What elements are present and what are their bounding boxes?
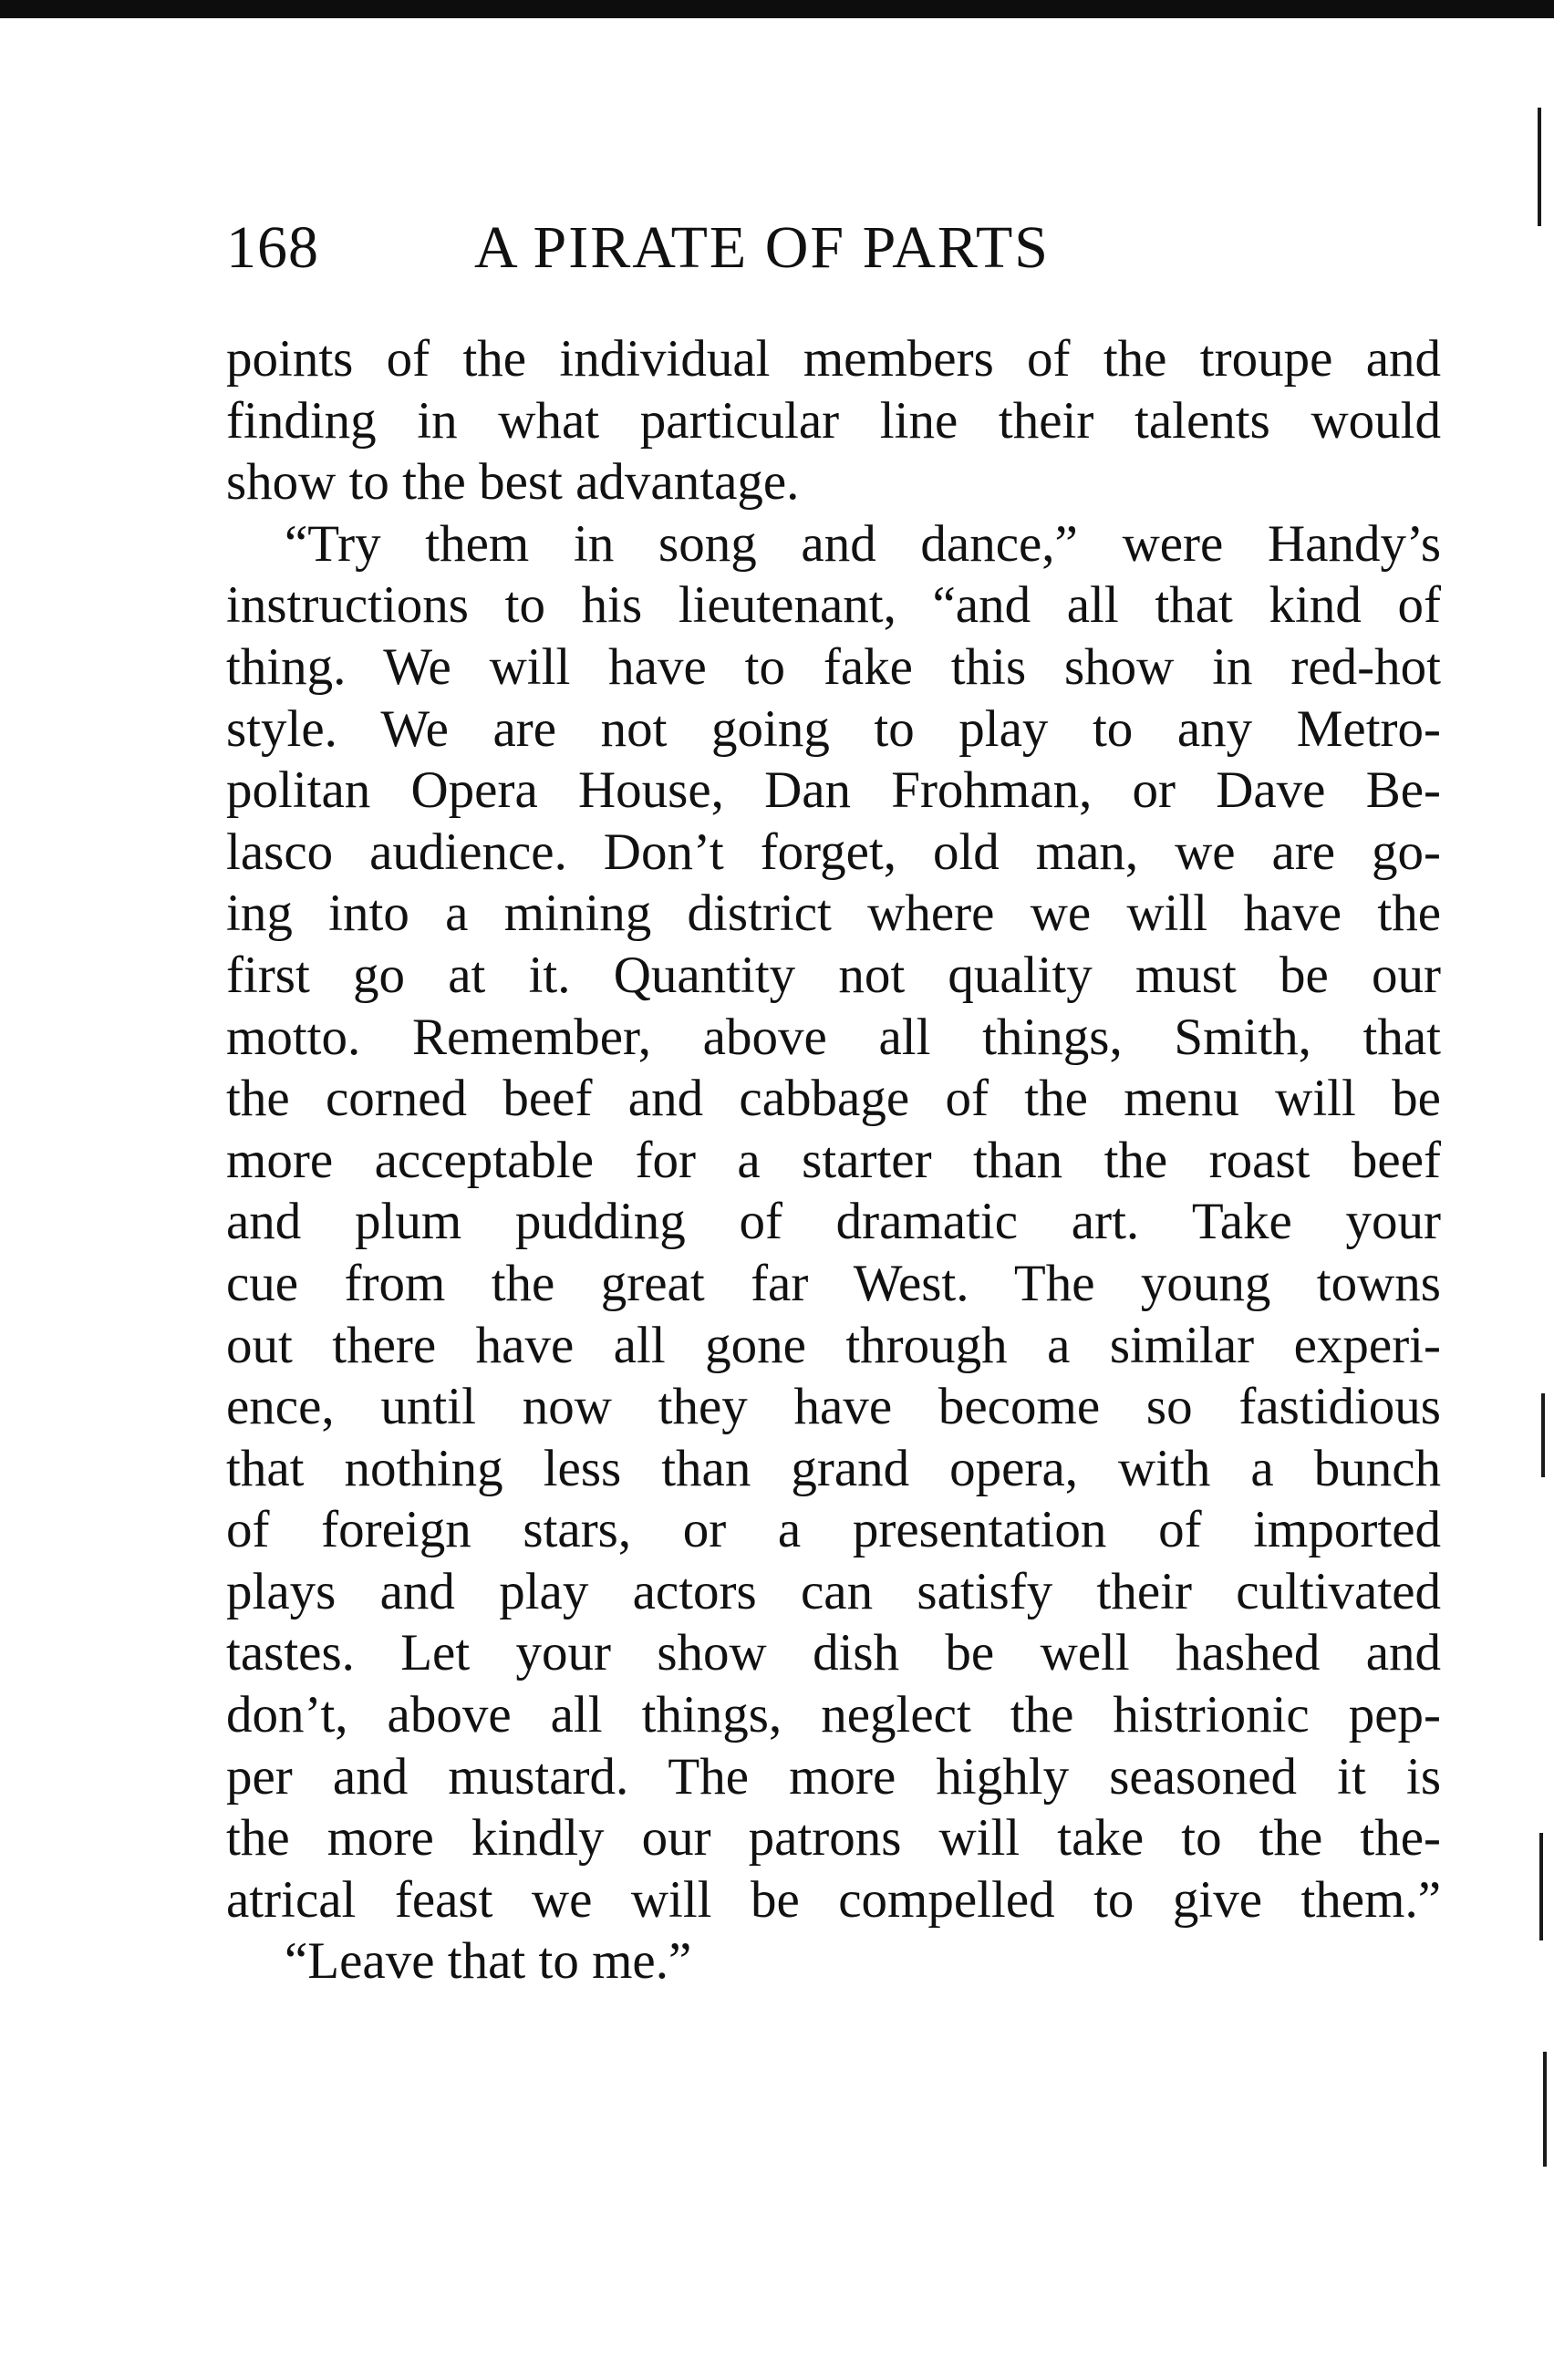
scan-edge-mark <box>1543 2052 1547 2167</box>
text-line: atrical feast we will be compelled to give them.” <box>226 1870 1441 1929</box>
text-line: per and mustard. The more highly seasoned it is <box>226 1747 1441 1806</box>
text-line: points of the individual members of the troupe and <box>226 330 1441 388</box>
text-line: plays and play actors can satisfy their cultivated <box>226 1562 1441 1620</box>
text-line: thing. We will have to fake this show in red-hot <box>226 637 1441 696</box>
text-line: instructions to his lieutenant, “and all that kind of <box>226 576 1441 635</box>
text-line: of foreign stars, or a presentation of imported <box>226 1501 1441 1559</box>
text-line: out there have all gone through a similar experi- <box>226 1316 1441 1374</box>
text-line: tastes. Let your show dish be well hashed and <box>226 1624 1441 1682</box>
running-title: A PIRATE OF PARTS <box>474 214 1050 281</box>
text-line: show to the best advantage. <box>226 453 800 512</box>
text-line: finding in what particular line their talents would <box>226 391 1441 450</box>
text-line: the more kindly our patrons will take to the the- <box>226 1809 1441 1868</box>
text-line: cue from the great far West. The young towns <box>226 1254 1441 1312</box>
text-line: first go at it. Quantity not quality must be our <box>226 946 1441 1004</box>
text-line: the corned beef and cabbage of the menu will be <box>226 1070 1441 1128</box>
scan-edge-mark <box>1541 1393 1545 1477</box>
text-line: ence, until now they have become so fastidious <box>226 1378 1441 1436</box>
scan-edge-mark <box>1539 1833 1543 1940</box>
text-line: politan Opera House, Dan Frohman, or Dave Be- <box>226 761 1441 820</box>
text-line: lasco audience. Don’t forget, old man, we are go- <box>226 823 1441 881</box>
text-line: and plum pudding of dramatic art. Take your <box>226 1193 1441 1251</box>
text-line: don’t, above all things, neglect the histrionic pep- <box>226 1686 1441 1744</box>
text-line: “Try them in song and dance,” were Handy’s <box>285 514 1441 573</box>
text-line: ing into a mining district where we will have the <box>226 885 1441 943</box>
scan-edge-mark <box>1538 108 1541 226</box>
page-number: 168 <box>226 214 319 281</box>
page-top-border <box>0 0 1554 18</box>
body-text <box>226 328 1441 1992</box>
text-line: motto. Remember, above all things, Smith, that <box>226 1008 1441 1066</box>
text-line: more acceptable for a starter than the roast beef <box>226 1131 1441 1189</box>
text-line: “Leave that to me.” <box>285 1932 692 1991</box>
text-line: style. We are not going to play to any Metro- <box>226 699 1441 758</box>
text-line: that nothing less than grand opera, with a bunch <box>226 1439 1441 1497</box>
